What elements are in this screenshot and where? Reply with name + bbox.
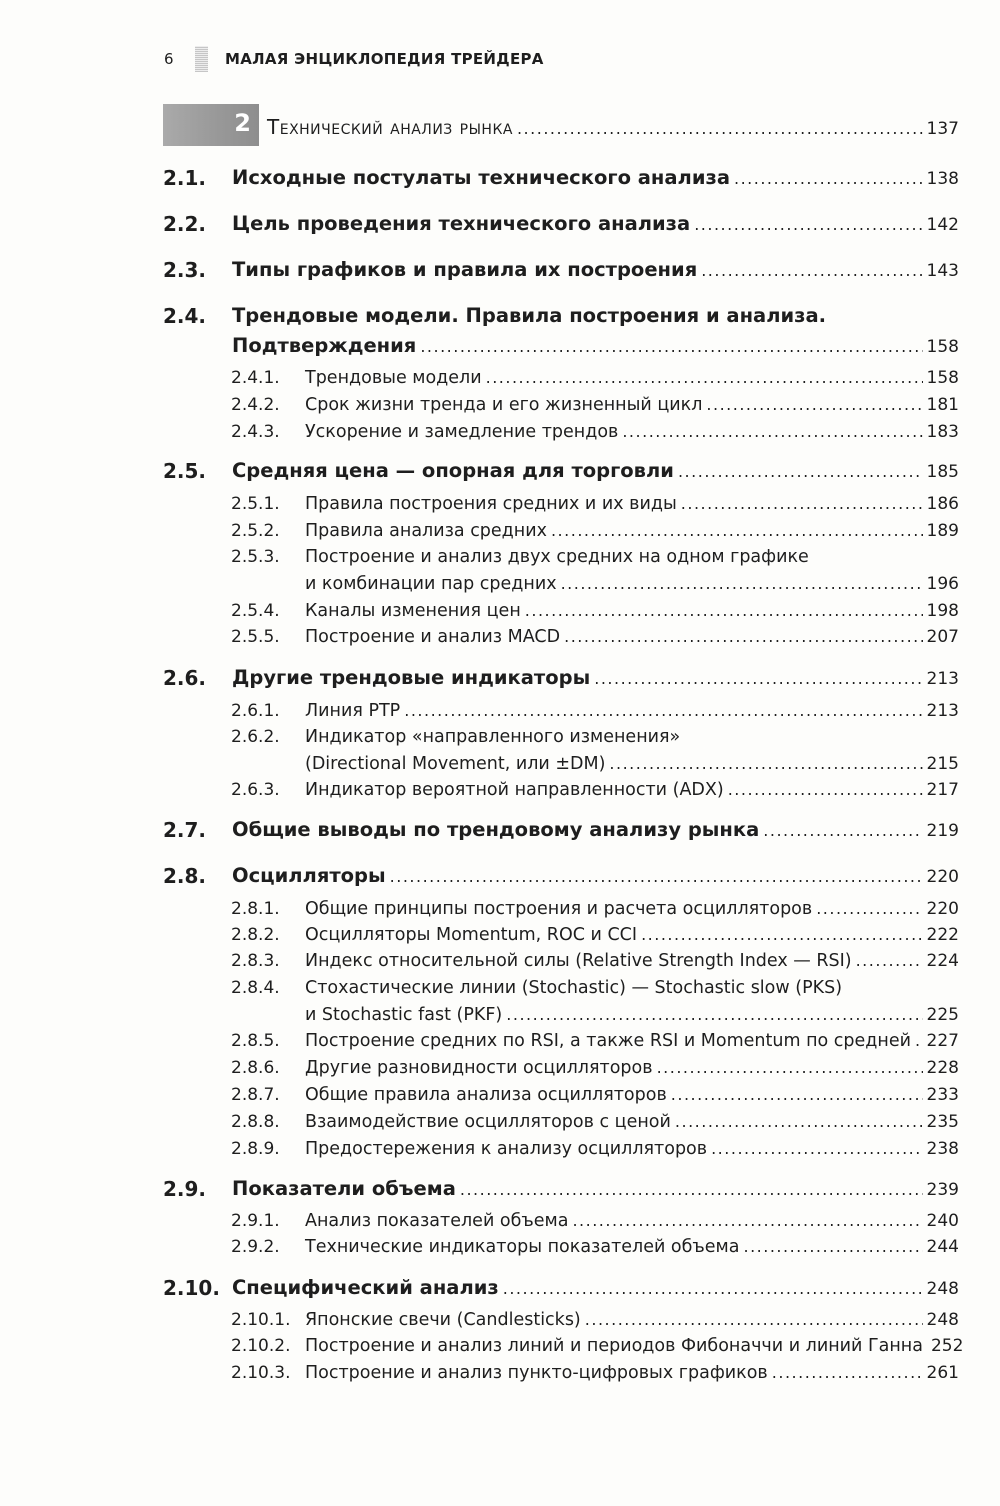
section-number: 2.10. xyxy=(163,1276,220,1300)
section-number: 2.9. xyxy=(163,1177,207,1201)
subsection-page: 181 xyxy=(926,395,959,415)
section-page: 143 xyxy=(926,261,959,281)
chapter-page: 137 xyxy=(926,119,959,139)
subsection-number: 2.8.5. xyxy=(231,1031,280,1051)
dot-leader xyxy=(856,951,923,970)
section-page: 138 xyxy=(926,169,959,189)
dot-leader xyxy=(594,669,922,688)
subsection-number: 2.5.1. xyxy=(231,494,280,514)
subsection-number: 2.8.7. xyxy=(231,1085,280,1105)
subsection-number: 2.10.1. xyxy=(231,1310,291,1330)
dot-leader xyxy=(763,821,922,840)
dot-leader xyxy=(678,462,923,481)
subsection-number: 2.6.2. xyxy=(231,727,280,747)
subsection-number: 2.8.6. xyxy=(231,1058,280,1078)
subsection-title: Индекс относительной силы (Relative Strength Index — RSI) xyxy=(305,951,852,971)
section-page: 185 xyxy=(926,462,959,482)
subsection-page: 186 xyxy=(926,494,959,514)
section-title: Другие трендовые индикаторы xyxy=(232,666,591,689)
dot-leader xyxy=(506,1005,922,1024)
subsection-number: 2.8.9. xyxy=(231,1139,280,1159)
subsection-number: 2.6.3. xyxy=(231,780,280,800)
section-page: 248 xyxy=(926,1279,959,1299)
subsection-title: Линия PTP xyxy=(305,701,401,721)
section-title: Подтверждения xyxy=(232,334,417,357)
subsection-title: Построение и анализ линий и периодов Фибоначчи и линий Ганна xyxy=(305,1336,923,1356)
dot-leader xyxy=(671,1085,923,1104)
subsection-title: Ускорение и замедление трендов xyxy=(305,422,619,442)
subsection-title: Правила построения средних и их виды xyxy=(305,494,677,514)
dot-leader xyxy=(816,899,922,918)
subsection-page: 248 xyxy=(926,1310,959,1330)
subsection-number: 2.8.4. xyxy=(231,978,280,998)
section-title: Общие выводы по трендовому анализу рынка xyxy=(232,818,760,841)
dot-leader xyxy=(609,754,922,773)
section-title: Специфический анализ xyxy=(232,1276,499,1299)
dot-leader xyxy=(561,574,923,593)
subsection-number: 2.8.1. xyxy=(231,899,280,919)
dot-leader xyxy=(728,780,923,799)
subsection-page: 217 xyxy=(926,780,959,800)
section-title: Типы графиков и правила их построения xyxy=(232,258,698,281)
subsection-number: 2.4.2. xyxy=(231,395,280,415)
subsection-number: 2.5.5. xyxy=(231,627,280,647)
section-number: 2.5. xyxy=(163,459,207,483)
subsection-page: 224 xyxy=(926,951,959,971)
dot-leader xyxy=(460,1180,923,1199)
subsection-title: Трендовые модели xyxy=(305,368,482,388)
book-title: МАЛАЯ ЭНЦИКЛОПЕДИЯ ТРЕЙДЕРА xyxy=(225,50,544,68)
subsection-page: 158 xyxy=(926,368,959,388)
section-number: 2.2. xyxy=(163,212,207,236)
subsection-page: 252 xyxy=(930,1336,964,1356)
section-title: Исходные постулаты технического анализа xyxy=(232,166,730,189)
subsection-title: Построение и анализ пункто-цифровых графиков xyxy=(305,1363,768,1383)
subsection-page: 222 xyxy=(926,925,959,945)
dot-leader xyxy=(915,1031,923,1050)
dot-leader xyxy=(622,422,922,441)
subsection-number: 2.5.4. xyxy=(231,601,280,621)
section-title: Цель проведения технического анализа xyxy=(232,212,691,235)
dot-leader xyxy=(772,1363,923,1382)
subsection-page: 225 xyxy=(926,1005,959,1025)
section-number: 2.4. xyxy=(163,304,207,328)
subsection-title: Правила анализа средних xyxy=(305,521,547,541)
subsection-title: Общие правила анализа осцилляторов xyxy=(305,1085,667,1105)
dot-leader xyxy=(564,627,922,646)
dot-leader xyxy=(404,701,922,720)
section-title: Средняя цена — опорная для торговли xyxy=(232,459,674,482)
section-number: 2.1. xyxy=(163,166,207,190)
subsection-number: 2.6.1. xyxy=(231,701,280,721)
section-page: 213 xyxy=(926,669,959,689)
subsection-number: 2.9.2. xyxy=(231,1237,280,1257)
section-number: 2.6. xyxy=(163,666,207,690)
subsection-page: 227 xyxy=(926,1031,959,1051)
dot-leader xyxy=(585,1310,923,1329)
subsection-page: 261 xyxy=(926,1363,959,1383)
subsection-title: Построение и анализ MACD xyxy=(305,627,561,647)
chapter-badge xyxy=(163,104,259,146)
subsection-number: 2.5.2. xyxy=(231,521,280,541)
dot-leader xyxy=(706,395,922,414)
header-decor-bar xyxy=(195,46,208,72)
dot-leader xyxy=(657,1058,923,1077)
subsection-title: Построение средних по RSI, а также RSI и Momentum по средней xyxy=(305,1031,911,1051)
subsection-title: и Stochastic fast (PKF) xyxy=(305,1005,503,1025)
dot-leader xyxy=(641,925,922,944)
section-page: 219 xyxy=(926,821,959,841)
subsection-page: 198 xyxy=(926,601,959,621)
subsection-page: 228 xyxy=(926,1058,959,1078)
subsection-page: 213 xyxy=(926,701,959,721)
dot-leader xyxy=(503,1279,923,1298)
subsection-page: 238 xyxy=(926,1139,959,1159)
subsection-number: 2.4.1. xyxy=(231,368,280,388)
dot-leader xyxy=(572,1211,922,1230)
section-title-line1: Трендовые модели. Правила построения и анализа. xyxy=(232,304,827,327)
subsection-page: 207 xyxy=(926,627,959,647)
subsection-page: 233 xyxy=(926,1085,959,1105)
dot-leader xyxy=(517,119,923,138)
running-header xyxy=(0,46,1000,76)
dot-leader xyxy=(701,261,922,280)
subsection-title: Анализ показателей объема xyxy=(305,1211,569,1231)
subsection-number: 2.10.2. xyxy=(231,1336,291,1356)
section-title: Показатели объема xyxy=(232,1177,456,1200)
subsection-number: 2.9.1. xyxy=(231,1211,280,1231)
subsection-number: 2.5.3. xyxy=(231,547,280,567)
dot-leader xyxy=(551,521,923,540)
dot-leader xyxy=(675,1112,923,1131)
chapter-heading[interactable] xyxy=(163,104,959,148)
dot-leader xyxy=(681,494,923,513)
dot-leader xyxy=(420,337,922,356)
subsection-title: и комбинации пар средних xyxy=(305,574,557,594)
subsection-number: 2.10.3. xyxy=(231,1363,291,1383)
subsection-title: Осцилляторы Momentum, ROC и CCI xyxy=(305,925,638,945)
page-number: 6 xyxy=(164,50,174,68)
subsection-title: Каналы изменения цен xyxy=(305,601,521,621)
subsection-title: Технические индикаторы показателей объема xyxy=(305,1237,740,1257)
subsection-page: 240 xyxy=(926,1211,959,1231)
subsection-title: Общие принципы построения и расчета осцилляторов xyxy=(305,899,813,919)
dot-leader xyxy=(694,215,922,234)
subsection-number: 2.8.8. xyxy=(231,1112,280,1132)
section-number: 2.3. xyxy=(163,258,207,282)
dot-leader xyxy=(743,1237,922,1256)
subsection-title-line1: Стохастические линии (Stochastic) — Stochastic slow (PKS) xyxy=(305,978,843,998)
subsection-title-line1: Построение и анализ двух средних на одном графике xyxy=(305,547,809,567)
chapter-number: 2 xyxy=(234,109,251,137)
subsection-title: Предостережения к анализу осцилляторов xyxy=(305,1139,708,1159)
dot-leader xyxy=(390,867,923,886)
dot-leader xyxy=(734,169,923,188)
subsection-title: Индикатор вероятной направленности (ADX) xyxy=(305,780,724,800)
subsection-page: 244 xyxy=(926,1237,959,1257)
subsection-number: 2.4.3. xyxy=(231,422,280,442)
section-number: 2.8. xyxy=(163,864,207,888)
subsection-number: 2.8.3. xyxy=(231,951,280,971)
section-title: Осцилляторы xyxy=(232,864,386,887)
section-page: 239 xyxy=(926,1180,959,1200)
section-page: 142 xyxy=(926,215,959,235)
subsection-page: 220 xyxy=(926,899,959,919)
section-page: 158 xyxy=(926,337,959,357)
subsection-title: (Directional Movement, или ±DM) xyxy=(305,754,606,774)
subsection-page: 215 xyxy=(926,754,959,774)
section-number: 2.7. xyxy=(163,818,207,842)
subsection-page: 183 xyxy=(926,422,959,442)
subsection-title-line1: Индикатор «направленного изменения» xyxy=(305,727,681,747)
subsection-page: 196 xyxy=(926,574,959,594)
subsection-number: 2.8.2. xyxy=(231,925,280,945)
dot-leader xyxy=(711,1139,922,1158)
subsection-title: Японские свечи (Candlesticks) xyxy=(305,1310,581,1330)
subsection-title: Взаимодействие осцилляторов с ценой xyxy=(305,1112,671,1132)
subsection-page: 235 xyxy=(926,1112,959,1132)
dot-leader xyxy=(486,368,923,387)
subsection-page: 189 xyxy=(926,521,959,541)
chapter-title: Технический анализ рынка xyxy=(267,115,513,139)
section-page: 220 xyxy=(926,867,959,887)
subsection-title: Срок жизни тренда и его жизненный цикл xyxy=(305,395,703,415)
dot-leader xyxy=(525,601,923,620)
subsection-title: Другие разновидности осцилляторов xyxy=(305,1058,653,1078)
